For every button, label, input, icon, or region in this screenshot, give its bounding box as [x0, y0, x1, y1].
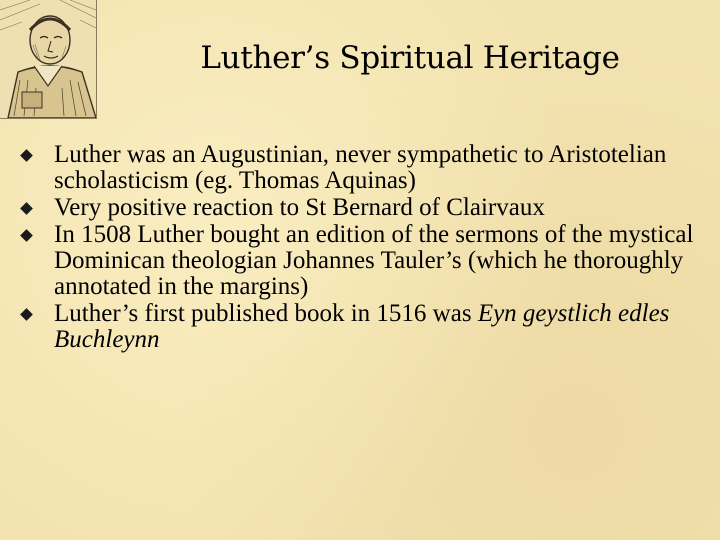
bullet-text: In 1508 Luther bought an edition of the sermons of the mystical Dominican theologian Johannes Tauler’s (which he thoroughly annotated in the margins) — [54, 221, 694, 300]
portrait-image — [0, 0, 97, 119]
book-title: Eyn geystlich edles Buchleynn — [54, 300, 670, 353]
diamond-bullet-icon — [20, 202, 33, 215]
diamond-bullet-icon — [20, 229, 33, 242]
bullet-item — [22, 195, 702, 221]
bullet-text: Very positive reaction to St Bernard of Clairvaux — [54, 194, 545, 221]
diamond-bullet-icon — [20, 308, 33, 321]
diamond-bullet-icon — [20, 149, 33, 162]
bullet-text: Luther’s first published book in 1516 was — [54, 300, 478, 327]
bullet-item — [22, 222, 702, 300]
bullet-text: Luther was an Augustinian, never sympathetic to Aristotelian scholasticism (eg. Thomas Aquinas) — [54, 141, 667, 194]
slide-title: Luther’s Spiritual Heritage — [200, 40, 620, 76]
bullet-item — [22, 142, 702, 194]
woodcut-portrait-icon — [0, 0, 96, 118]
bullet-item — [22, 301, 702, 353]
bullet-list — [22, 142, 702, 354]
